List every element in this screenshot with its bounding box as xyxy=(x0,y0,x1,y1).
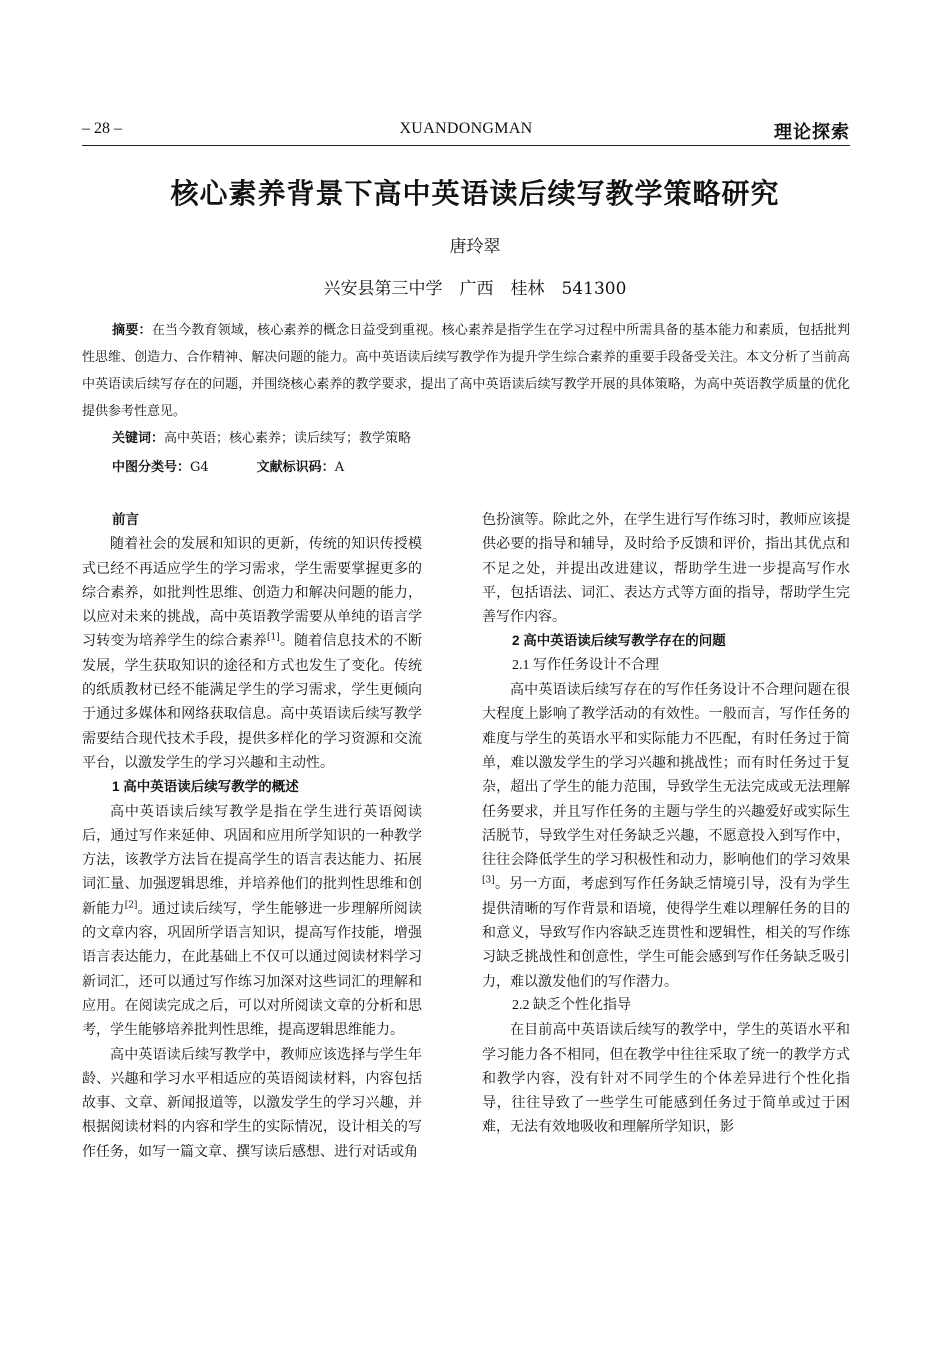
paper-title: 核心素养背景下高中英语读后续写教学策略研究 xyxy=(170,177,780,210)
heading-subsection-2-2: 2.2 缺乏个性化指导 xyxy=(512,997,631,1013)
doc-code-label: 文献标识码： xyxy=(256,459,335,474)
doc-code-value: A xyxy=(334,460,345,475)
author-name: 唐玲翠 xyxy=(449,237,501,257)
header-rule xyxy=(82,145,850,146)
affiliation: 兴安县第三中学 广西 桂林 541300 xyxy=(323,279,627,299)
classification-row xyxy=(112,456,344,475)
abstract-label: 摘要： xyxy=(112,322,152,337)
heading-subsection-2-1: 2.1 写作任务设计不合理 xyxy=(512,657,659,673)
paragraph: 高中英语读后续写教学是指在学生进行英语阅读后，通过写作来延伸、巩固和应用所学知识的一种教学方法，该教学方法旨在提高学生的语言表达能力、拓展词汇量、加强逻辑思维，并培养他们的批判性思维和创新能力[2]。通过读后续写，学生能够进一步理解所阅读的文章内容，巩固所学语言知识，提高写作技能，增强语言表达能力，在此基础上不仅可以通过阅读材料学习新词汇，还可以通过写作练习加深对这些词汇的理解和应用。在阅读完成之后，可以对所阅读文章的分析和思考，学生能够培养批判性思维，提高逻辑思维能力。 xyxy=(82,803,423,1039)
paragraph: 高中英语读后续写存在的写作任务设计不合理问题在很大程度上影响了教学活动的有效性。一般而言，写作任务的难度与学生的英语水平和实际能力不匹配，有时任务过于简单，难以激发学生的学习兴趣和挑战性；而有时任务过于复杂，超出了学生的能力范围，导致学生无法完成或无法理解任务要求，并且写作任务的主题与学生的兴趣爱好或实际生活脱节，导致学生对任务缺乏兴趣，不愿意投入到写作中，往往会降低学生的学习积极性和动力，影响他们的学习效果[3]。另一方面，考虑到写作任务缺乏情境引导，没有为学生提供清晰的写作背景和语境，使得学生难以理解任务的目的和意义，导致写作内容缺乏连贯性和逻辑性，相关的写作练习缺乏挑战性和创意性，学生可能会感到写作任务缺乏吸引力，难以激发他们的写作潜力。 xyxy=(482,682,850,990)
paragraph: 在目前高中英语读后续写的教学中，学生的英语水平和学习能力各不相同，但在教学中往往采取了统一的教学方式和教学内容，没有针对不同学生的个体差异进行个性化指导，往往导致了一些学生可能感到任务过于简单或过于困难，无法有效地吸收和理解所学知识，影 xyxy=(482,1022,850,1136)
paragraph-continued: 色扮演等。除此之外，在学生进行写作练习时，教师应该提供必要的指导和辅导，及时给予反馈和评价，指出其优点和不足之处，并提出改进建议，帮助学生进一步提高写作水平，包括语法、词汇、表达方式等方面的指导，帮助学生完善写作内容。 xyxy=(482,512,850,626)
heading-intro: 前言 xyxy=(112,512,139,527)
clc-value: G4 xyxy=(190,460,209,475)
right-column xyxy=(482,508,850,1140)
abstract-text: 在当今教育领域，核心素养的概念日益受到重视。核心素养是指学生在学习过程中所需具备的基本能力和素质，包括批判性思维、创造力、合作精神、解决问题的能力。高中英语读后续写教学作为提升学生综合素养的重要手段备受关注。本文分析了当前高中英语读后续写存在的问题，并围绕核心素养的教学要求，提出了高中英语读后续写教学开展的具体策略，为高中英语教学质量的优化提供参考性意见。 xyxy=(82,323,850,419)
abstract xyxy=(82,316,850,425)
page-header xyxy=(82,118,850,146)
page-number: – 28 – xyxy=(82,120,122,137)
heading-section-2: 2 高中英语读后续写教学存在的问题 xyxy=(512,633,726,649)
citation: [2] xyxy=(124,900,138,911)
citation: [3] xyxy=(482,875,495,886)
left-column xyxy=(82,508,422,1164)
journal-name: XUANDONGMAN xyxy=(399,120,533,137)
paragraph: 随着社会的发展和知识的更新，传统的知识传授模式已经不再适应学生的学习需求，学生需要掌握更多的综合素养，如批判性思维、创造力和解决问题的能力，以应对未来的挑战，高中英语教学需要从单纯的语言学习转变为培养学生的综合素养[1]。随着信息技术的不断发展，学生获取知识的途径和方式也发生了变化。传统的纸质教材已经不能满足学生的学习需求，学生更倾向于通过多媒体和网络获取信息。高中英语读后续写教学需要结合现代技术手段，提供多样化的学习资源和交流平台，以激发学生的学习兴趣和主动性。 xyxy=(82,536,423,771)
heading-section-1: 1 高中英语读后续写教学的概述 xyxy=(112,779,299,795)
keywords xyxy=(112,427,411,446)
clc-label: 中图分类号： xyxy=(112,459,191,474)
keywords-text: 高中英语；核心素养；读后续写；教学策略 xyxy=(164,431,412,446)
paragraph: 高中英语读后续写教学中，教师应该选择与学生年龄、兴趣和学习水平相适应的英语阅读材料，内容包括故事、文章、新闻报道等，以激发学生的学习兴趣，并根据阅读材料的内容和学生的实际情况，设计相关的写作任务，如写一篇文章、撰写读后感想、进行对话或角 xyxy=(82,1046,422,1160)
section-name: 理论探索 xyxy=(774,122,850,143)
keywords-label: 关键词： xyxy=(112,430,165,445)
citation: [1] xyxy=(266,632,280,643)
